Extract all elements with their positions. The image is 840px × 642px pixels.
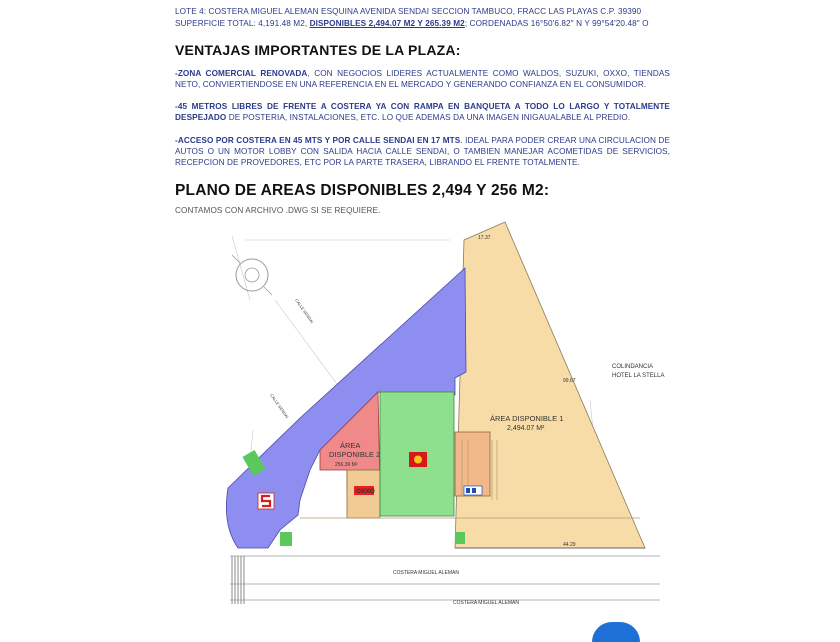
area-2-name-b: DISPONIBLE 2 (329, 450, 381, 459)
advantages-title: VENTAJAS IMPORTANTES DE LA PLAZA: (175, 42, 461, 58)
available-surface: DISPONIBLES 2,494.07 M2 Y 265.39 M2 (309, 19, 465, 28)
area-2-name-a: ÁREA (340, 441, 361, 450)
waldos-logo (409, 452, 427, 467)
surface-total: SUPERFICIE TOTAL: 4,191.48 M2, (175, 19, 308, 28)
oxxo-logo (354, 486, 375, 495)
green-patch-3 (455, 532, 465, 544)
suzuki-logo (258, 493, 274, 509)
dim-bottom: 44.29 (563, 542, 576, 548)
advantage-1-text: , CON NEGOCIOS LIDERES ACTUALMENTE COMO WALDOS, SUZUKI, OXXO, TIENDAS NETO, CONVIERTIENDOSE EN UNA REFERENCIA EN EL MERCADO Y GENERANDO CONFIANZA EN EL CONSUMIDOR. (175, 69, 670, 89)
area-1-polygon (455, 222, 645, 548)
roundabout (232, 255, 272, 295)
lot-address: LOTE 4: COSTERA MIGUEL ALEMAN ESQUINA AVENIDA SENDAI SECCION TAMBUCO, FRACC LAS PLAYAS C.P. 39390 (175, 7, 642, 16)
neighbor-label-b: HOTEL LA STELLA (612, 373, 665, 379)
svg-text:OXXO: OXXO (356, 488, 375, 495)
green-patch-2 (280, 532, 292, 546)
advantage-2-text: DE POSTERIA, INSTALACIONES, ETC. LO QUE ADEMAS DA UNA IMAGEN INIGAUALABLE AL PREDIO. (226, 113, 631, 122)
street-strip (230, 556, 660, 604)
neto-logo (464, 486, 482, 495)
area-1-value: 2,494.07 M² (507, 425, 545, 432)
advantage-3-heading: -ACCESO POR COSTERA EN 45 MTS Y POR CALLE SENDAI EN 17 MTS (175, 136, 461, 145)
advantage-3-text: . IDEAL PARA PODER CREAR UNA CIRCULACION DE AUTOS O UN MOTOR LOBBY CON SALIDA HACIA CALLE SENDAI, O TAMBIEN MANEJAR ACOMETIDAS DE SERVICIOS, RECEPCION DE PROVEDORES, ETC POR LA PARTE TRASERA, LIBRANDO EL FRENTE TOTALMENTE. (175, 136, 671, 167)
neighbor-label-a: COLINDANCIA (612, 364, 654, 370)
advantage-2-heading: -45 METROS LIBRES DE FRENTE A COSTERA YA CON RAMPA EN BANQUETA A TODO LO LARGO Y TOTALMENTE DESPEJADO (175, 102, 670, 122)
plan-title: PLANO DE AREAS DISPONIBLES 2,494 Y 256 M2: (175, 182, 550, 199)
advantage-1-heading: -ZONA COMERCIAL RENOVADA (175, 69, 308, 78)
dim-side: 99.67 (563, 378, 576, 384)
area-1-name: ÁREA DISPONIBLE 1 (490, 414, 564, 423)
dim-top: 17.37 (478, 235, 491, 241)
area-2-value: 256.39 M² (335, 462, 358, 468)
plan-subtitle: CONTAMOS CON ARCHIVO .DWG SI SE REQUIERE. (175, 206, 381, 215)
street-name-1: COSTERA MIGUEL ALEMAN (393, 570, 459, 576)
street-label-2: CALLE SENDAI (269, 392, 290, 420)
street-label-1: CALLE SENDAI (294, 297, 315, 325)
street-name-2: COSTERA MIGUEL ALEMAN (453, 600, 519, 606)
coordinates: ; CORDENADAS 16°50'6.82" N Y 99°54'20.48" O (464, 19, 649, 28)
